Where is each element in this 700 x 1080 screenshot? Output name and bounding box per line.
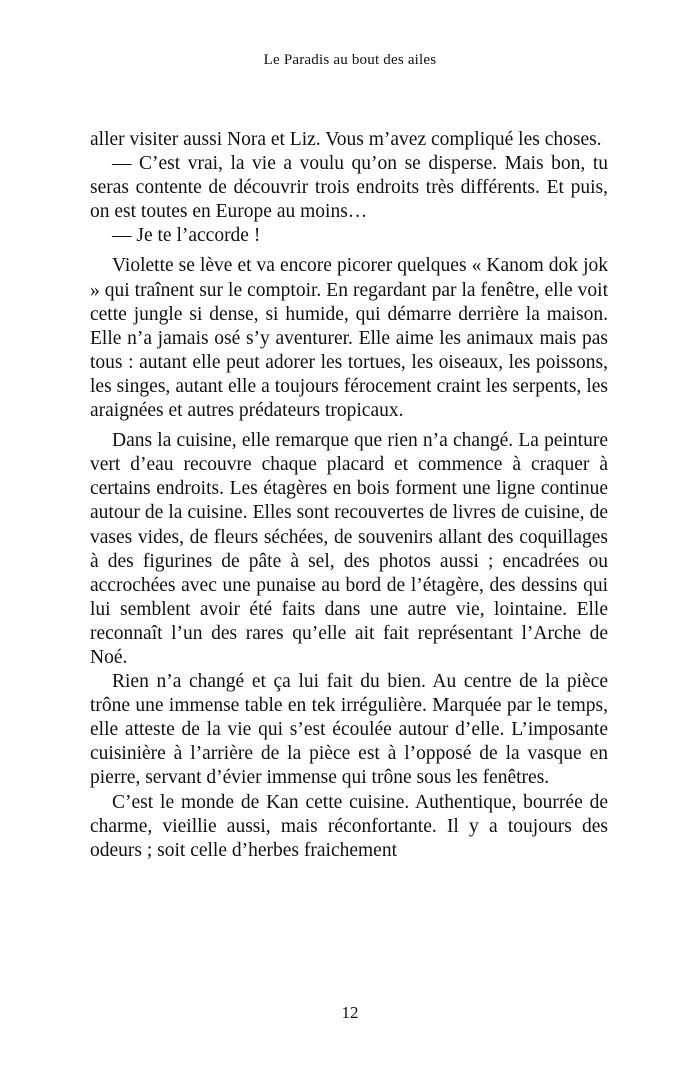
dialogue-line: — C’est vrai, la vie a voulu qu’on se disperse. Mais bon, tu seras contente de découvrir trois endroits très différents. Et puis, on est toutes en Europe au moins…: [90, 153, 608, 223]
dialogue-line: — Je te l’accorde !: [112, 225, 261, 247]
running-title: Le Paradis au bout des ailes: [263, 52, 437, 68]
paragraph: C’est le monde de Kan cette cuisine. Authentique, bourrée de charme, vieillie aussi, mais réconfortante. Il y a toujours des odeurs ; soit celle d’herbes fraichement: [90, 791, 608, 861]
paragraph: Dans la cuisine, elle remarque que rien n’a changé. La peinture vert d’eau recouvre chaque placard et commence à craquer à certains endroits. Les étagères en bois forment une ligne continue autour de la cuisine. Elles sont recouvertes de livres de cuisine, de vases vides, de fleurs séchées, de souvenirs allant des coquillages à des figurines de pâte à sel, des photos aussi ; encadrées ou accrochées avec une punaise au bord de l’étagère, des dessins qui lui semblent avoir été faits dans une autre vie, lointaine. Elle reconnaît l’un des rares qu’elle ait fait représentant l’Arche de Noé.: [90, 430, 608, 668]
page-number: 12: [341, 1003, 359, 1022]
body-text: [90, 128, 608, 863]
paragraph-continued: aller visiter aussi Nora et Liz. Vous m’avez compliqué les choses.: [90, 129, 602, 150]
paragraph: Violette se lève et va encore picorer quelques « Kanom dok jok » qui traînent sur le comptoir. En regardant par la fenêtre, elle voit cette jungle si dense, si humide, qui démarre derrière la maison. Elle n’a jamais osé s’y aventurer. Elle aime les animaux mais pas tous : autant elle peut adorer les tortues, les oiseaux, les poissons, les singes, autant elle a toujours férocement craint les serpents, les araignées et autres prédateurs tropicaux.: [90, 255, 608, 422]
paragraph: Rien n’a changé et ça lui fait du bien. Au centre de la pièce trône une immense table en tek irrégulière. Marquée par le temps, elle atteste de la vie qui s’est écoulée autour d’elle. L’imposante cuisinière à l’arrière de la pièce est à l’opposé de la vasque en pierre, servant d’évier immense qui trône sous les fenêtres.: [90, 671, 608, 789]
